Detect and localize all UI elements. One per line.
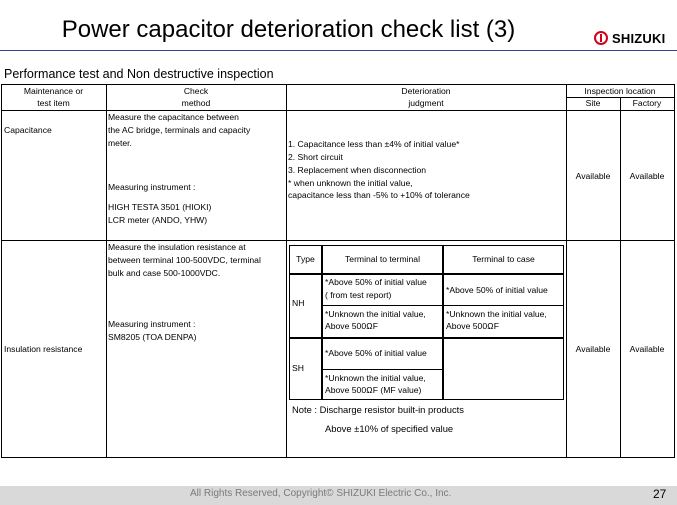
header-deterioration: Deterioration bbox=[401, 86, 451, 96]
capacitance-method-line: the AC bridge, terminals and capacity bbox=[108, 125, 251, 135]
insulation-factory: Available bbox=[629, 344, 665, 354]
capacitance-item: Capacitance bbox=[4, 125, 52, 135]
inner-header-terminal-to-terminal: Terminal to terminal bbox=[345, 254, 420, 264]
capacitance-judgment-line: 1. Capacitance less than ±4% of initial value* bbox=[288, 139, 460, 149]
header-method: method bbox=[181, 98, 211, 108]
copyright: All Rights Reserved, Copyright© SHIZUKI Electric Co., Inc. bbox=[190, 488, 452, 499]
nh-tt-criterion: ( from test report) bbox=[325, 290, 392, 300]
sh-tt-criterion: Above 500ΩF (MF value) bbox=[325, 385, 422, 395]
nh-tc-criterion: *Above 50% of initial value bbox=[446, 285, 548, 295]
insulation-method-line: bulk and case 500-1000VDC. bbox=[108, 268, 221, 278]
insulation-site: Available bbox=[575, 344, 611, 354]
capacitance-method-line: Measure the capacitance between bbox=[108, 112, 239, 122]
shizuki-logo bbox=[594, 28, 665, 48]
nh-tt-criterion: *Above 50% of initial value bbox=[325, 277, 427, 287]
capacitance-method-line: meter. bbox=[108, 138, 132, 148]
capacitance-site: Available bbox=[575, 171, 611, 181]
nh-tc-criterion: *Unknown the initial value, bbox=[446, 309, 547, 319]
shizuki-logo-icon bbox=[594, 31, 608, 45]
footer-bar bbox=[0, 486, 677, 505]
inner-header-terminal-to-case: Terminal to case bbox=[472, 254, 535, 264]
header-maintenance: Maintenance or bbox=[23, 86, 84, 96]
insulation-item: Insulation resistance bbox=[4, 344, 83, 354]
section-subtitle: Performance test and Non destructive inspection bbox=[4, 67, 274, 81]
capacitance-instrument-label: Measuring instrument : bbox=[108, 182, 196, 192]
header-site: Site bbox=[585, 98, 601, 108]
capacitance-factory: Available bbox=[629, 171, 665, 181]
insulation-instrument-label: Measuring instrument : bbox=[108, 319, 196, 329]
nh-tt-criterion: *Unknown the initial value, bbox=[325, 309, 426, 319]
capacitance-judgment-line: capacitance less than -5% to +10% of tolerance bbox=[288, 190, 470, 200]
capacitance-instrument: LCR meter (ANDO, YHW) bbox=[108, 215, 208, 225]
header-check: Check bbox=[183, 86, 209, 96]
capacitance-instrument: HIGH TESTA 3501 (HIOKI) bbox=[108, 202, 212, 212]
insulation-method-line: Measure the insulation resistance at bbox=[108, 242, 246, 252]
nh-tc-criterion: Above 500ΩF bbox=[446, 321, 499, 331]
page-number: 27 bbox=[653, 487, 667, 501]
discharge-note: Note : Discharge resistor built-in products bbox=[292, 404, 464, 415]
capacitance-judgment-line: 3. Replacement when disconnection bbox=[288, 165, 427, 175]
capacitance-judgment-line: * when unknown the initial value, bbox=[288, 178, 413, 188]
header-judgment: judgment bbox=[408, 98, 444, 108]
header-inspection-location: Inspection location bbox=[584, 86, 656, 96]
header-factory: Factory bbox=[632, 98, 662, 108]
sh-tt-criterion: *Unknown the initial value, bbox=[325, 373, 426, 383]
nh-tt-criterion: Above 500ΩF bbox=[325, 321, 378, 331]
type-sh: SH bbox=[292, 363, 304, 373]
type-nh: NH bbox=[292, 298, 305, 308]
insulation-method-line: between terminal 100-500VDC, terminal bbox=[108, 255, 261, 265]
logo-text: SHIZUKI bbox=[612, 30, 666, 46]
sh-tt-criterion: *Above 50% of initial value bbox=[325, 348, 427, 358]
capacitance-judgment-line: 2. Short circuit bbox=[288, 152, 343, 162]
page-title: Power capacitor deterioration check list (3) bbox=[61, 16, 516, 43]
discharge-note-value: Above ±10% of specified value bbox=[325, 423, 454, 434]
header-test-item: test item bbox=[37, 98, 70, 108]
insulation-instrument: SM8205 (TOA DENPA) bbox=[108, 332, 197, 342]
title-rule bbox=[0, 50, 677, 51]
inner-header-type: Type bbox=[296, 254, 315, 264]
